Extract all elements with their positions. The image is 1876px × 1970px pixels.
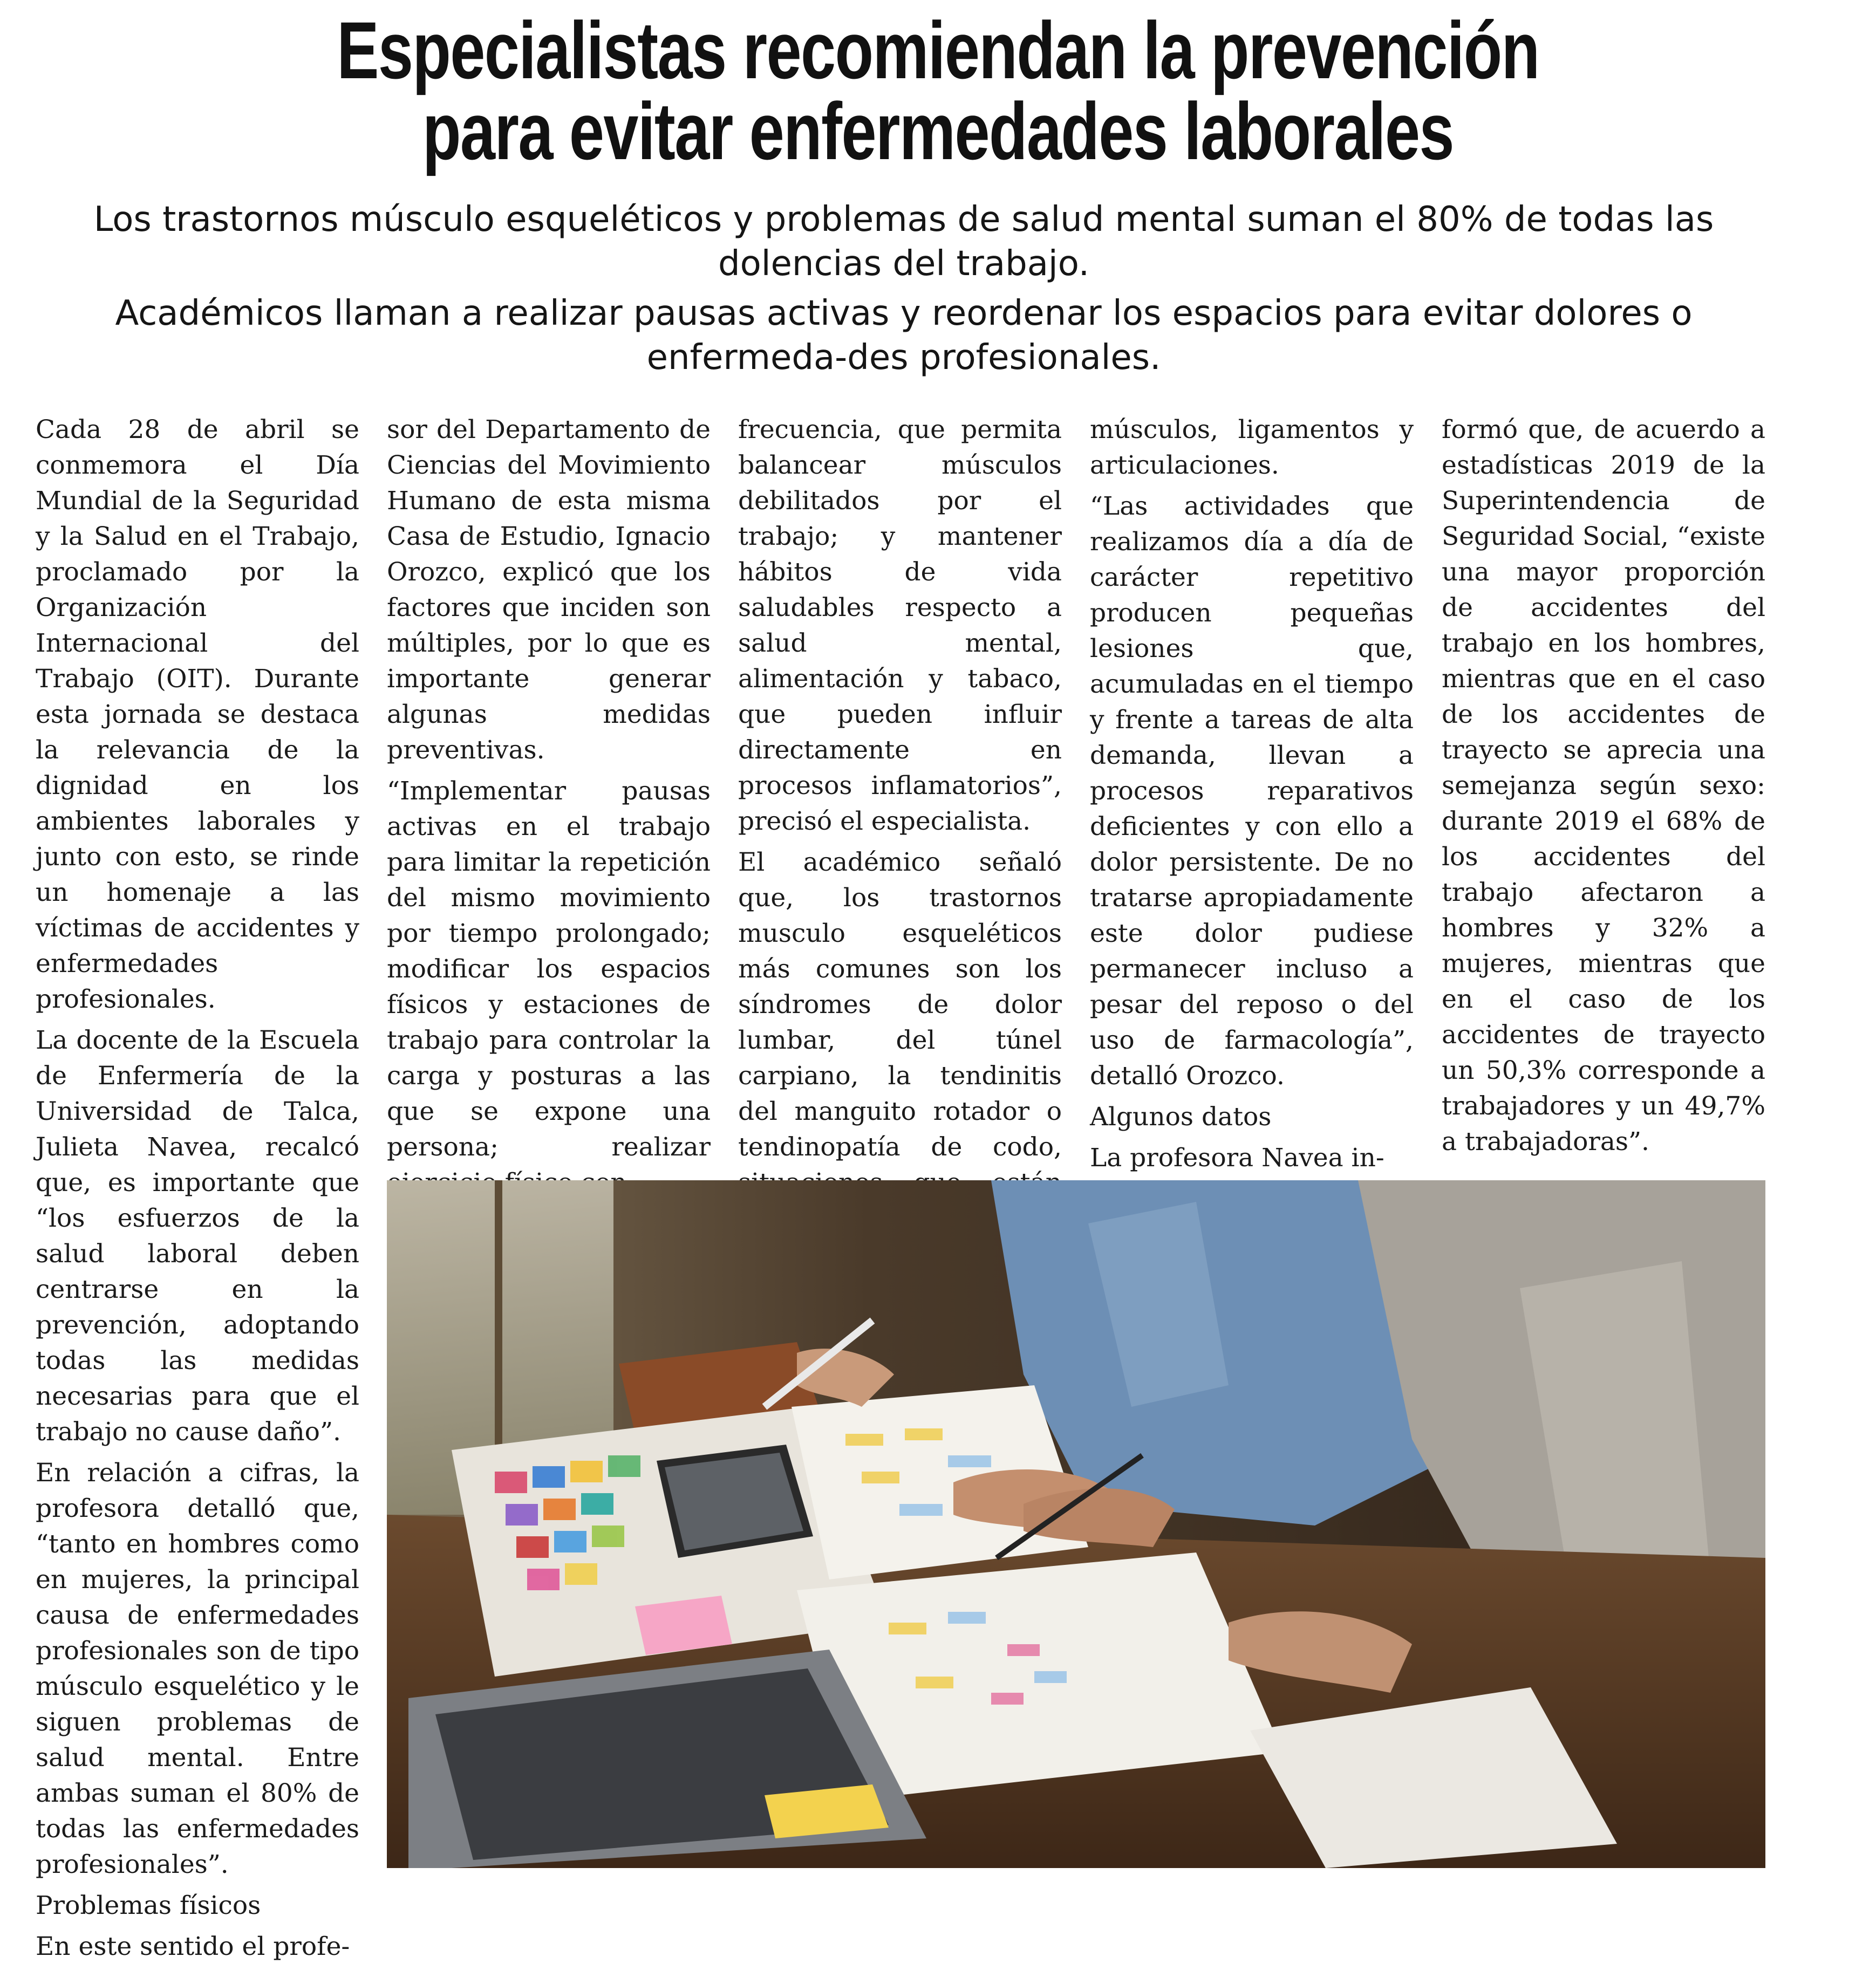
body-paragraph: En este sentido el profe- [36,1932,350,1961]
headline-line-1: Especialistas recomiendan la prevención [337,5,1539,95]
body-paragraph: “Las actividades que realizamos día a día de carácter repetitivo producen pequeñas lesiones que, acumuladas en el tiempo y frente a tareas de alta demanda, llevan a procesos reparativos deficientes y con ello a dolor persistente. De no tratarse apropiadamente este dolor pudiese permanecer incluso a pesar del reposo o del uso de farmacología”, detalló Orozco. [1090,491,1414,1091]
body-paragraph: La docente de la Escuela de Enfermería de la Universidad de Talca, Julieta Navea, recalcó que, es importante que “los esfuerzos de la salud laboral deben centrarse en la prevención, adoptando todas las medidas necesarias para que el trabajo no cause daño”. [36,1025,359,1447]
article-photo [387,1180,1765,1868]
body-paragraph: músculos, ligamentos y articulaciones. [1090,415,1414,480]
deck-paragraph-1: Los trastornos músculo esqueléticos y problemas de salud mental suman el 80% de todas las dolencias del trabajo. [93,200,1714,284]
body-paragraph: “Implementar pausas activas en el trabajo para limitar la repetición del mismo movimiento por tiempo prolongado; modificar los espacios físicos y estaciones de trabajo para controlar la carga y posturas a las que se expone una persona; realizar [387,776,711,1162]
body-paragraph: La profesora Navea in- [1090,1143,1384,1173]
article-column-4 [1090,412,1414,1181]
section-subhead: Algunos datos [1090,1102,1272,1132]
deck-paragraph-2: Académicos llaman a realizar pausas activas y reordenar los espacios para evitar dolores o enfermeda-des profesionales. [115,293,1693,378]
section-subhead: Problemas físicos [36,1891,261,1920]
body-paragraph: sor del Departamento de Ciencias del Movimiento Humano de esta misma Casa de Estudio, Ignacio Orozco, explicó que los factores que inciden son múltiples, por lo que es importante generar algunas medidas preventivas. [387,415,711,765]
article-column-3 [738,412,1062,1277]
body-paragraph: formó que, de acuerdo a estadísticas 2019 de la Superintendencia de Seguridad Social, “existe una mayor proporción de accidentes del trabajo en los hombres, mientras que en el caso de los accidentes de trayecto se aprecia una semejanza según sexo: durante 2019 el 68% de los accidentes del trabajo afectaron a hombres y 32% a mujeres, mientras que en el caso de los accidentes de trayecto un 50,3% corresponde a trabajadores y un 49,7% a trabajadoras”. [1442,415,1765,1157]
body-paragraph: El académico señaló que, los trastornos musculo esqueléticos más comunes son los síndromes de dolor lumbar, del túnel carpiano, la tendinitis del manguito rotador o tendinopatía de codo, [738,847,1062,1162]
article-column-1 [36,412,359,1970]
article-column-5 [1442,412,1765,1165]
body-paragraph: Cada 28 de abril se conmemora el Día Mundial de la Seguridad y la Salud en el Trabajo, proclamado por la Organización Internacional del Trabajo (OIT). Durante esta jornada se destaca la relevancia de la dignidad en los ambientes laborales y junto con esto, se rinde un homenaje a las víctimas de accidentes y enfermedades profesionales. [36,415,359,1014]
body-paragraph: frecuencia, que permita balancear músculos debilitados por el trabajo; y mantener hábitos de vida saludables respecto a salud mental, alimentación y tabaco, que pueden influir directamente en procesos inflamatorios”, precisó el especialista. [738,415,1062,836]
article-column-2 [387,412,711,1206]
body-paragraph: En relación a cifras, la profesora detalló que, “tanto en hombres como en mujeres, la principal causa de enfermedades profesionales son de tipo músculo esquelético y le siguen problemas de salud mental. Entre ambas suman el 80% de todas las enfermedades profesionales”. [36,1458,359,1879]
headline-line-2: para evitar enfermedades laborales [422,86,1454,176]
